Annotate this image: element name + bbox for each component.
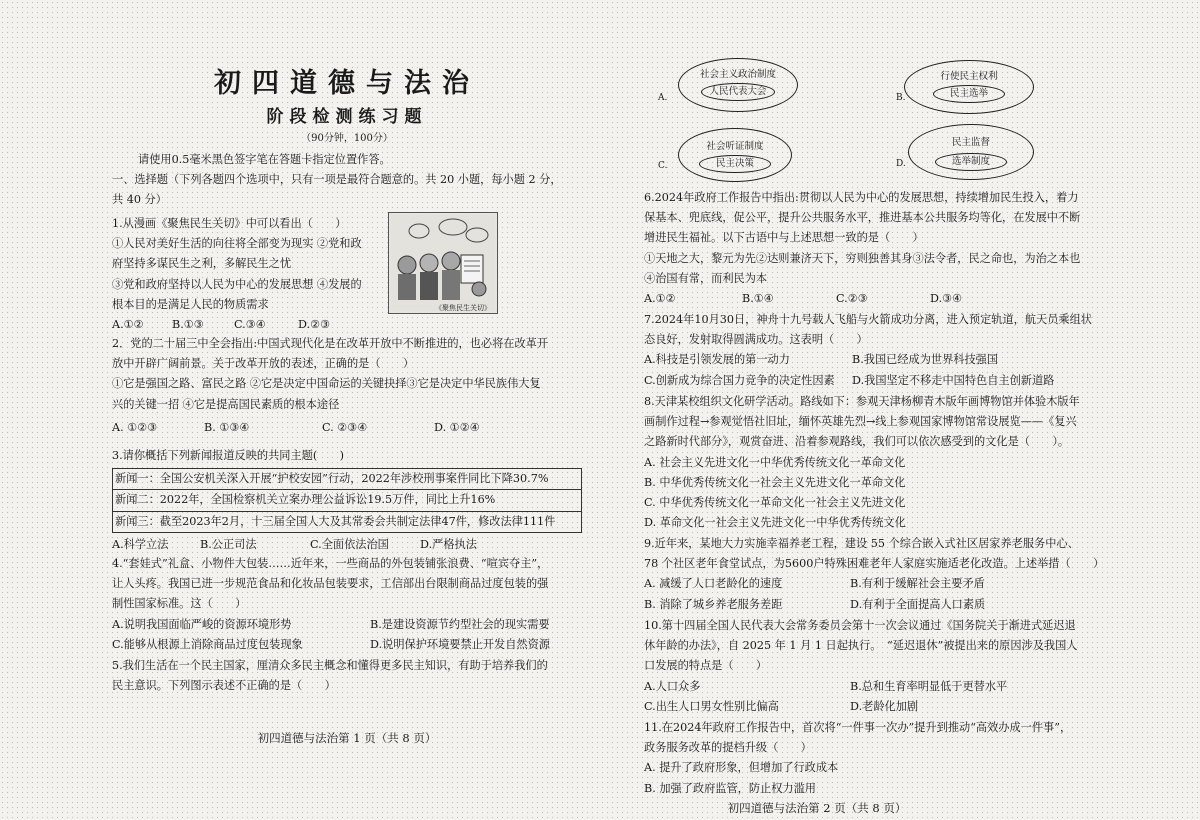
page-2	[644, 0, 1110, 820]
q5-line: 5.我们生活在一个民主国家，厘清众多民主概念和懂得更多民主知识，有助于培养我们的	[112, 659, 548, 672]
q6-line: ④治国有常，而利民为本	[644, 271, 768, 285]
question-7	[644, 310, 1110, 391]
option: A.说明我国面临严峻的资源环境形势	[112, 617, 292, 631]
option: D.②③	[298, 318, 331, 332]
option: B. 中华优秀传统文化一社会主义先进文化一革命文化	[644, 475, 906, 489]
q6-line: ①天地之大，黎元为先②达则兼济天下，穷则独善其身③法令者，民之命也，为治之本也	[644, 251, 1081, 265]
cartoon-caption: 《聚焦民生关切》	[435, 304, 491, 312]
q1-line: ③党和政府坚持以人民为中心的发展思想 ④发展的	[112, 277, 362, 291]
q10-options-row-1	[644, 677, 1110, 697]
question-2	[112, 334, 582, 438]
option: C.②③	[836, 292, 868, 306]
q1-line: 1.从漫画《聚焦民生关切》中可以看出（ ）	[112, 217, 347, 230]
diagram-label: C.	[658, 161, 668, 171]
q6-line: 增进民生福祉。以下古语中与上述思想一致的是（ ）	[644, 231, 924, 245]
diagram-outer-text: 行使民主权利	[940, 71, 998, 82]
option: D.老龄化加剧	[850, 699, 919, 713]
option: B.①③	[172, 318, 204, 332]
q2-line: ①它是强国之路、富民之路 ②它是决定中国命运的关键抉择③它是决定中华民族伟大复	[112, 377, 541, 391]
diagram-inner-text: 民主决策	[699, 155, 771, 173]
question-4	[112, 554, 582, 655]
q1-line: 根本目的是满足人民的物质需求	[112, 297, 269, 311]
q8-line: 画制作过程→参观觉悟社旧址，缅怀英雄先烈→线上参观国家博物馆常设展览——《复兴	[644, 415, 1077, 429]
page-1	[112, 0, 582, 820]
section-header: 一、选择题（下列各题四个选项中，只有一项是最符合题意的。共 20 小题，每小题 2 分，	[112, 173, 562, 187]
exam-title: 初四道德与法治	[214, 68, 480, 99]
q9-options-row-1	[644, 574, 1110, 594]
question-5	[112, 656, 582, 696]
q8-line: 之路新时代部分》，观赏奋进、沿着参观路线，我们可以依次感受到的文化是（ ）。	[644, 435, 1070, 449]
q6-line: 6.2024年政府工作报告中指出:贯彻以人民为中心的发展思想，持续增加民生投入，着力	[644, 191, 1079, 204]
news-item: 新闻二：2022年，全国检察机关立案办理公益诉讼19.5万件，同比上升16%	[113, 490, 581, 511]
page-footer: 初四道德与法治第 1 页（共 8 页）	[257, 731, 437, 745]
question-6	[644, 188, 1110, 309]
option: D.③④	[930, 292, 963, 306]
q7-line: 7.2024年10月30日，神舟十九号载人飞船与火箭成功分离，进入预定轨道，航天员乘组状	[644, 313, 1092, 326]
diagram-inner-text: 民主选举	[933, 85, 1005, 103]
diagram-b-outer	[904, 60, 1034, 114]
option: C. ②③④	[322, 420, 368, 434]
question-11	[644, 718, 1110, 799]
option: A.①②	[112, 318, 144, 332]
q7-options-row-1	[644, 350, 1110, 370]
cartoon-image	[388, 212, 498, 314]
option: A. 社会主义先进文化一中华优秀传统文化一革命文化	[644, 455, 906, 469]
diagram-outer-text: 社会听证制度	[706, 141, 764, 152]
option: B.是建设资源节约型社会的现实需要	[370, 617, 550, 631]
question-8	[644, 392, 1110, 533]
option: D.严格执法	[420, 537, 477, 551]
option: D.我国坚定不移走中国特色自主创新道路	[852, 373, 1055, 387]
option: A.科学立法	[112, 537, 169, 551]
cartoon-drawing	[389, 213, 497, 313]
exam-subtitle: 阶段检测练习题	[266, 107, 428, 127]
option: A. 减缓了人口老龄化的速度	[644, 577, 783, 591]
q9-line: 9.近年来，某地大力实施幸福养老工程，建设 55 个综合嵌入式社区居家养老服务中心、	[644, 537, 1079, 550]
q6-line: 保基本、兜底线，促公平，提升公共服务水平，推进基本公共服务均等化，在发展中不断	[644, 211, 1081, 225]
option: C.出生人口男女性别比偏高	[644, 699, 779, 713]
q4-options-row-1	[112, 615, 582, 635]
question-10	[644, 616, 1110, 717]
news-item: 新闻一：全国公安机关深入开展“护校安园”行动，2022年涉校刑事案件同比下降30.7%	[113, 469, 581, 490]
q5-line: 民主意识。下列图示表述不正确的是（ ）	[112, 679, 336, 693]
option: B.我国已经成为世界科技强国	[852, 353, 999, 367]
exam-time-score: （90分钟，100分）	[301, 133, 393, 144]
option: C.创新成为综合国力竞争的决定性因素	[644, 373, 835, 387]
option: B.有利于缓解社会主要矛盾	[850, 577, 985, 591]
diagram-label: D.	[896, 159, 906, 169]
q7-line: 态良好，发射取得圆满成功。这表明（ ）	[644, 333, 868, 347]
q6-options	[644, 289, 1110, 309]
instruction: 请使用0.5毫米黑色签字笔在答题卡指定位置作答。	[138, 153, 391, 166]
q8-line: 8.天津某校组织文化研学活动。路线如下：参观天津杨柳青木版年画博物馆并体验木版年	[644, 395, 1080, 408]
diagram-inner-text: 人民代表大会	[701, 83, 775, 101]
section-header-cont: 共 40 分）	[112, 193, 167, 207]
option: A.①②	[644, 292, 676, 306]
diagram-label: A.	[658, 93, 668, 103]
q2-line: 兴的关键一招 ④它是提高国民素质的根本途径	[112, 397, 340, 411]
q3-options	[112, 535, 582, 555]
diagram-c-outer	[678, 128, 792, 182]
q4-line: 让人头疼。我国已进一步规范食品和化妆品包装要求，工信部出台限制商品过度包装的强	[112, 577, 549, 591]
q11-line: 政务服务改革的提档升级（ ）	[644, 741, 812, 755]
option: B.总和生育率明显低于更替水平	[850, 679, 1008, 693]
option: B.公正司法	[200, 537, 257, 551]
q10-line: 休年龄的办法》，自 2025 年 1 月 1 日起执行。 “延迟退休”被提出来的原因涉及我国人	[644, 639, 1078, 653]
option: C.能够从根源上消除商品过度包装现象	[112, 637, 303, 651]
option: D.有利于全面提高人口素质	[850, 597, 986, 611]
option: D. 革命文化一社会主义先进文化一中华优秀传统文化	[644, 516, 906, 530]
q10-options-row-2	[644, 697, 1110, 717]
q4-line: 4.“套娃式”礼盒、小物件大包装……近年来，一些商品的外包装铺张浪费、“喧宾夺主”，	[112, 557, 549, 570]
option: C.全面依法治国	[310, 537, 389, 551]
q2-line: 放中开辟广阔前景。关于改革开放的表述，正确的是（ ）	[112, 357, 415, 371]
diagram-d-outer	[908, 124, 1034, 180]
q9-options-row-2	[644, 595, 1110, 615]
q3-stem: 3.请你概括下列新闻报道反映的共同主题( )	[112, 449, 344, 462]
option: A.人口众多	[644, 679, 701, 693]
news-item: 新闻三：截至2023年2月，十三届全国人大及其常委会共制定法律47件，修改法律111件	[115, 514, 556, 528]
diagram-inner-text: 选举制度	[935, 153, 1007, 171]
q10-line: 10.第十四届全国人民代表大会常务委员会第十一次会议通过《国务院关于渐进式延迟退	[644, 619, 1076, 632]
diagram-outer-text: 民主监督	[951, 137, 990, 148]
question-3	[112, 446, 582, 555]
option: D. ①②④	[434, 420, 480, 434]
q1-line: 府坚持多谋民生之利，多解民生之忧	[112, 257, 292, 271]
diagram-outer-text: 社会主义政治制度	[699, 69, 776, 80]
q2-line: 2．党的二十届三中全会指出:中国式现代化是在改革开放中不断推进的，也必将在改革开	[112, 337, 549, 350]
option: B. 消除了城乡养老服务差距	[644, 597, 783, 611]
diagram-a-outer	[678, 58, 798, 112]
option: C.③④	[234, 318, 266, 332]
option: C. 中华优秀传统文化一革命文化一社会主义先进文化	[644, 496, 906, 510]
q11-line: B. 加强了政府监管，防止权力滥用	[644, 781, 816, 795]
q7-options-row-2	[644, 371, 1110, 391]
q2-options	[112, 418, 582, 438]
question-block-intro	[112, 150, 582, 211]
q9-line: 78 个社区老年食堂试点，为5600户特殊困难老年人家庭实施适老化改造。上述举措（ ）	[644, 557, 1105, 571]
democracy-diagrams	[644, 52, 1110, 192]
option: B. ①③④	[204, 420, 250, 434]
q4-line: 制性国家标准。这（ ）	[112, 597, 247, 611]
question-9	[644, 534, 1110, 615]
option: A. ①②③	[112, 420, 158, 434]
q1-line: ①人民对美好生活的向往将全部变为现实 ②党和政	[112, 237, 362, 251]
page-footer: 初四道德与法治第 2 页（共 8 页）	[727, 801, 907, 815]
news-box	[112, 468, 582, 533]
diagram-label: B.	[896, 93, 906, 103]
question-1	[112, 214, 377, 335]
q11-line: 11.在2024年政府工作报告中，首次将“一件事一次办”提升到推动“高效办成一件事”，	[644, 721, 1072, 734]
q10-line: 口发展的特点是（ ）	[644, 659, 768, 673]
option: D.说明保护环境要禁止开发自然资源	[370, 637, 550, 651]
q4-options-row-2	[112, 635, 582, 655]
q11-line: A. 提升了政府形象，但增加了行政成本	[644, 761, 839, 775]
option: B.①④	[742, 292, 774, 306]
q1-options	[112, 315, 377, 335]
option: A.科技是引领发展的第一动力	[644, 353, 790, 367]
